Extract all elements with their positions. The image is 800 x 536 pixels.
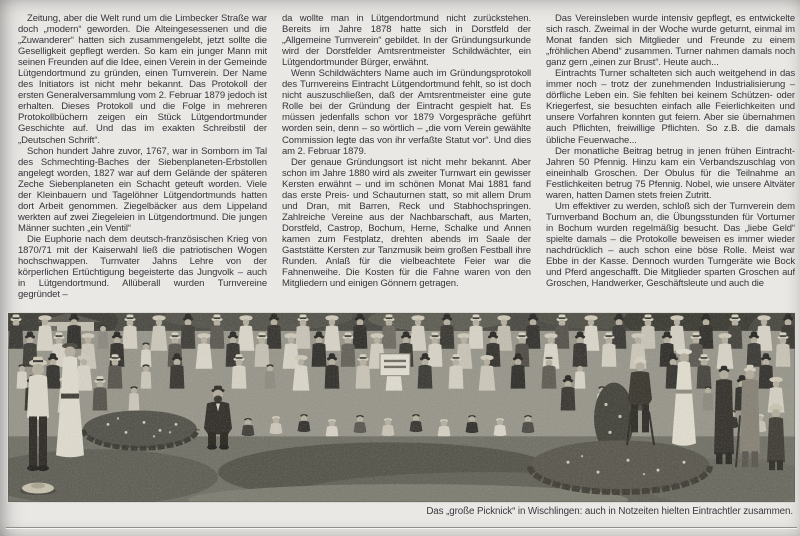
article-body	[18, 13, 795, 314]
picnic-photo	[8, 313, 795, 502]
article-column-2	[282, 13, 531, 314]
article-paragraph: Das Vereinsleben wurde intensiv gepflegt, es entwickelte sich rasch. Zweimal in der Woche wurde geturnt, einmal im Monat fanden sich Mitglieder und Freunde zu einem „fröhlichen Abend“ zusammen. Turner nahmen damals noch ganz gern „einen zur Brust“. Heute auch...	[546, 13, 795, 69]
article-paragraph: Zeitung, aber die Welt rund um die Limbecker Straße war doch „modern“ geworden. Die Alteingesessenen und die „Zuwanderer“ hatten sich zusammengelebt, jetzt sollte die Geselligkeit gepflegt werden. So kam ein junger Mann mit seinen Freunden auf die Idee, einen Verein in der Gemeinde Lütgendortmund zu gründen, einen Turnverein. Der Name des Initiators ist nicht mehr bekannt. Das Protokoll der ersten Generalversammlung vom 2. Februar 1879 jedoch ist erhalten. Dieses Protokoll und die Folge in mehreren Protokollbüchern zeigen ein Stück Lütgendortmunder Geschichte auf. Und das im exakten Schreibstil der „Deutschen Schrift“.	[18, 13, 267, 146]
article-paragraph: Wenn Schildwächters Name auch im Gründungsprotokoll des Turnvereins Eintracht Lütgendortmund fehlt, so ist doch nicht auszuschließen, daß der Amtsrentmeister eine gute Rolle bei der Gründung der Eintracht gespielt hat. Es müssen jedenfalls schon vor 1879 Vorgespräche geführt worden sein, denn – so wörtlich – „die vom Verein gewählte Commission legte das von ihr verfaßte Statut vor“. Und dies am 2. Februar 1879.	[282, 68, 531, 157]
photo-caption: Das „große Picknick“ in Wischlingen: auch in Notzeiten hielten Eintrachtler zusammen.	[426, 506, 793, 517]
article-paragraph: Eintrachts Turner schalteten sich auch weitgehend in das immer noch – trotz der zunehmenden Industrialisierung – dörfliche Leben ein. Sie fehlten bei keinem Schützen- oder Kriegerfest, sie besuchten einfach alle Feierlichkeiten und unsere Vorfahren konnten gut feiern. Aber sie übernahmen auch Pflichten, freiwillige Pflichten. So z.B. die damals übliche Feuerwache...	[546, 68, 795, 146]
article-column-3	[546, 13, 795, 314]
article-paragraph: Schon hundert Jahre zuvor, 1767, war in Somborn im Tal des Schmechting-Baches der Siebenplaneten-Erbstollen angelegt worden, 1827 war auf dem Gelände der späteren Zeche Siebenplaneten ein Schacht geteuft worden. Viele der Kleinbauern und Tagelöhner Lütgendortmunds hatten dort Arbeit genommen. Ziegelbäcker aus dem Lippeland werkten auf zwei Ziegeleien in Lütgendortmund. Die jungen Männer suchten „ein Ventil“	[18, 145, 267, 234]
article-paragraph: Der monatliche Beitrag betrug in jenen frühen Eintracht-Jahren 50 Pfennig. Hinzu kam ein Verbandszuschlag von eineinhalb Groschen. Der Obulus für die Teilnahme an Festlichkeiten betrug 75 Pfennig. Nobel, wie unsere Altväter waren, hatten Damen stets freien Zutritt.	[546, 145, 795, 201]
article-paragraph: Um effektiver zu werden, schloß sich der Turnverein dem Turnverband Bochum an, die Übungsstunden für Vorturner in Bochum wurden regelmäßig besucht. Das „liebe Geld“ spielte damals – die Protokolle beweisen es immer wieder nachdrücklich – auch schon eine böse Rolle. Meist war Ebbe in der Kasse. Dennoch wurden Turngeräte wie Bock und Pferd angeschafft. Die Mitglieder sparten Groschen auf Groschen, Handwerker, Geschäftsleute und auch die	[546, 200, 795, 290]
article-column-1	[18, 13, 267, 314]
article-paragraph: da wollte man in Lütgendortmund nicht zurückstehen. Bereits im Jahre 1878 hatte sich in Dorstfeld der „Allgemeine Turnverein“ gebildet. In der Gründungsurkunde wird der Dorstfelder Amtsrentmeister Schildwächter, ein Lütgendortmunder Bürger, erwähnt.	[282, 13, 531, 69]
picnic-photo-image	[8, 313, 795, 502]
article-paragraph: Der genaue Gründungsort ist nicht mehr bekannt. Aber schon im Jahre 1880 wird als zweiter Turnwart ein gewisser Kersten erwähnt – und im schönen Monat Mai 1881 fand das erste Preis- und Schauturnen statt, so mit allem Drum und Dran, mit Barren, Reck und Stabhochspringen. Zahlreiche Vereine aus der Nachbarschaft, aus Marten, Dorstfeld, Castrop, Bochum, Herne, Schalke und Annen kamen zum Festplatz, drehten abends im Saale der Gaststätte Kersten zur Tanzmusik beim großen Festball ihre Runden. Anlaß für die vielbeachtete Feier war die Fahnenweihe. Die Kosten für die Fahne waren von den Mitgliedern und einigen Gönnern getragen.	[282, 156, 531, 290]
photo-grain-overlay	[8, 313, 795, 502]
article-paragraph: Die Euphorie nach dem deutsch-französischen Krieg von 1870/71 mit der Kaiserwahl ließ die patriotischen Wogen hochschwappen. Turnvater Jahns Lehre von der körperlichen Ertüchtigung begeisterte das Jungvolk – auch in Lütgendortmund. Allüberall wurden Turnvereine gegründet –	[18, 233, 267, 301]
bottom-rule	[6, 527, 797, 528]
